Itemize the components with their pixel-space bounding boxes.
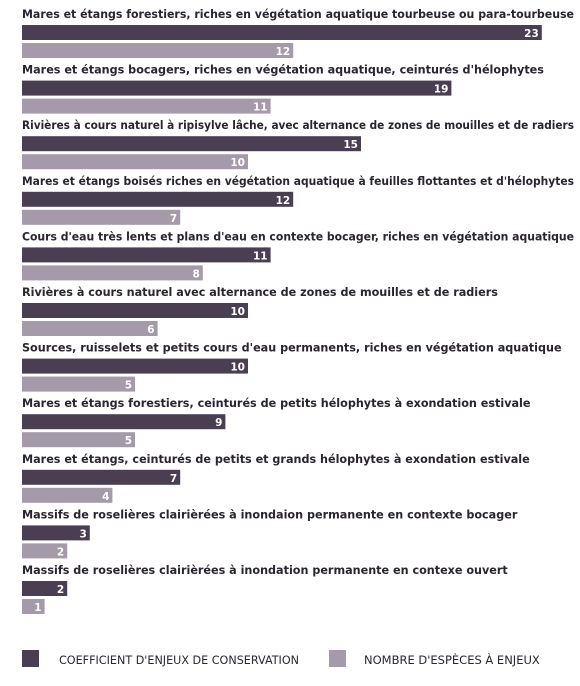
category-group: [22, 119, 574, 169]
bar-coefficient: [22, 247, 271, 262]
value-label-especes: 6: [147, 324, 155, 336]
bar-coefficient: [22, 136, 361, 151]
category-label: Massifs de roselières clairièrées à inondation permanente en contexe ouvert: [22, 564, 508, 577]
category-group: [22, 230, 574, 280]
value-label-especes: 1: [34, 602, 42, 614]
value-label-especes: 10: [230, 157, 245, 170]
value-label-coefficient: 19: [433, 83, 449, 96]
value-label-especes: 8: [192, 268, 200, 281]
value-label-coefficient: 10: [230, 361, 245, 374]
value-label-especes: 5: [124, 379, 132, 392]
category-label: Mares et étangs bocagers, riches en végétation aquatique, ceinturés d'hélophytes: [22, 63, 544, 77]
category-group: [22, 342, 562, 392]
value-label-especes: 5: [124, 435, 132, 448]
category-label: Rivières à cours naturel à ripisylve lâche, avec alternance de zones de mouilles et de radiers: [22, 119, 575, 133]
category-label: Mares et étangs, ceinturés de petits et grands hélophytes à exondation estivale: [22, 452, 530, 466]
bar-especes: [22, 321, 158, 336]
category-group: [22, 175, 574, 225]
value-label-coefficient: 15: [343, 139, 358, 152]
value-label-coefficient: 12: [275, 194, 291, 207]
category-group: [22, 453, 530, 503]
category-label: Mares et étangs forestiers, riches en végétation aquatique tourbeuse ou para-tourbeuse: [22, 8, 575, 21]
bar-especes: [22, 43, 293, 58]
bar-especes: [22, 432, 135, 447]
bar-coefficient: [22, 470, 180, 485]
value-label-coefficient: 9: [215, 417, 223, 430]
category-group: [22, 508, 518, 558]
legend-swatch-coefficient: [22, 650, 39, 667]
category-group: [22, 64, 544, 114]
value-label-coefficient: 11: [252, 250, 268, 263]
bar-coefficient: [22, 81, 451, 96]
value-label-coefficient: 10: [230, 306, 245, 318]
legend-swatch-especes: [329, 650, 346, 667]
category-group: [22, 8, 574, 58]
value-label-especes: 4: [102, 490, 110, 503]
bar-especes: [22, 99, 271, 114]
bar-especes: [22, 265, 203, 280]
category-label: Sources, ruisselets et petits cours d'eau permanents, riches en végétation aquatique: [22, 341, 562, 355]
bar-coefficient: [22, 414, 225, 429]
category-label: Mares et étangs boisés riches en végétation aquatique à feuilles flottantes et d'hélophytes: [22, 174, 575, 188]
value-label-coefficient: 7: [169, 472, 178, 485]
value-label-coefficient: 23: [524, 28, 539, 40]
value-label-coefficient: 2: [56, 584, 65, 596]
category-label: Cours d'eau très lents et plans d'eau en contexte bocager, riches en végétation aquatique: [22, 230, 575, 244]
category-label: Rivières à cours naturel avec alternance de zones de mouilles et de radiers: [22, 286, 498, 299]
category-label: Mares et étangs forestiers, ceinturés de petits hélophytes à exondation estivale: [22, 397, 531, 411]
legend-label-coefficient: COEFFICIENT D'ENJEUX DE CONSERVATION: [59, 653, 299, 667]
value-label-especes: 2: [56, 546, 65, 559]
bar-especes: [22, 377, 135, 392]
category-group: [22, 564, 508, 614]
bar-coefficient: [22, 359, 248, 374]
bars-layer: [22, 8, 574, 614]
category-group: [22, 397, 531, 447]
bar-coefficient: [22, 303, 248, 318]
bar-coefficient: [22, 25, 542, 40]
legend-label-especes: NOMBRE D'ESPÈCES À ENJEUX: [364, 653, 540, 667]
value-label-especes: 12: [275, 46, 291, 58]
bar-especes: [22, 488, 112, 503]
value-label-especes: 7: [169, 212, 178, 225]
category-group: [22, 286, 498, 336]
bar-coefficient: [22, 192, 293, 207]
bar-especes: [22, 210, 180, 225]
value-label-especes: 11: [252, 101, 268, 114]
category-label: Massifs de roselières clairièrées à inondaion permanente en contexte bocager: [22, 508, 518, 522]
value-label-coefficient: 3: [79, 528, 87, 541]
bar-especes: [22, 154, 248, 169]
legend: [22, 650, 540, 667]
